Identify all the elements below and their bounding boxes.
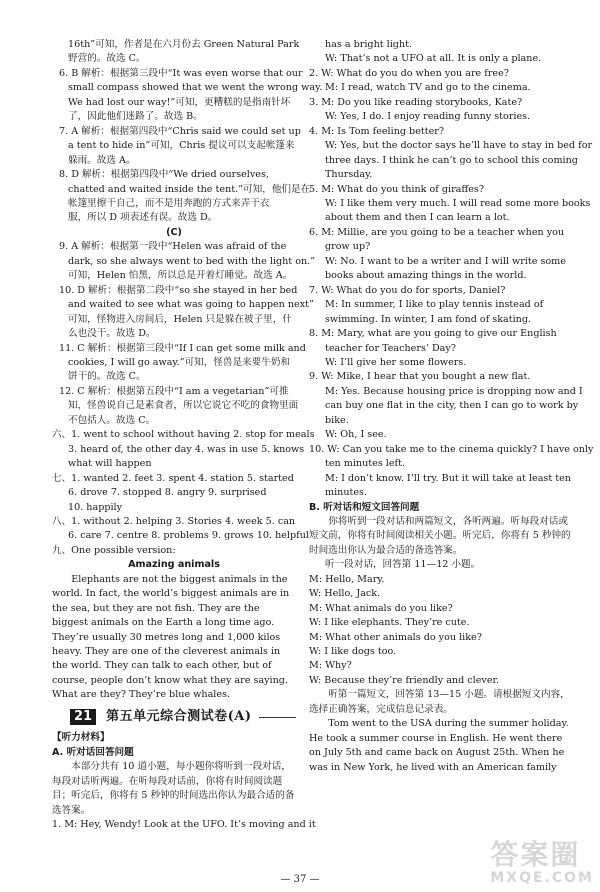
text-line: Tom went to the USA during the summer holiday. He took a summer course in English. He went there on July 5th and came back on August 25th. When he was in New York, he lived with an American family [309, 718, 569, 773]
text-line: 7. W: What do you do for sports, Daniel? [309, 284, 506, 296]
text-line: M: What animals do you like? [309, 602, 453, 614]
text-line: W: Oh, I see. [325, 429, 387, 441]
text-line: swimming. In winter, I am fond of skating. [325, 313, 532, 325]
text-line: 3. heard of, the other day 4. was in use 5. knows [68, 443, 305, 455]
text-line: 不包括人。故选 C。 [68, 414, 156, 426]
text-line: grow up? [325, 241, 371, 253]
page-number: — 37 — [280, 874, 320, 885]
text-line: W: Yes, but the doctor says he’ll have to stay in bed for [325, 140, 593, 152]
watermark-logo [490, 840, 594, 886]
text-line: W: No. I want to be a writer and I will write some [325, 255, 566, 267]
section-rule [259, 717, 296, 718]
text-line: can buy one flat in the city, then I can go to work by [325, 400, 579, 412]
text-line: 10. happily [68, 501, 123, 513]
text-line: minutes. [325, 487, 368, 499]
text-line: what will happen [68, 458, 152, 470]
text-line: 6. care 7. centre 8. problems 9. grows 10. helpful [68, 530, 309, 542]
text-line: 野营的。故选 C。 [68, 53, 146, 65]
text-line: Thursday. [325, 169, 373, 181]
text-line: 八、1. without 2. helping 3. Stories 4. week 5. can [52, 515, 296, 527]
right-column [309, 38, 594, 775]
text-line: M: Why? [309, 660, 352, 672]
text-line: ten minutes left. [325, 458, 405, 470]
text-line: 九、One possible version: [52, 544, 176, 556]
section-number: 21 [70, 709, 96, 725]
text-line: 6. B 解析：根据第三段中“It was even worse that our [59, 67, 303, 79]
text-line: three days. I think he can’t go to school this coming [325, 154, 578, 166]
text-line: 本部分共有 10 道小题，每小题你将听到一段对话，每段对话听两遍。在听每段对话前，你将有时间阅读题目；听完后，你将有 5 秒钟的时间选出你认为最合适的备选答案。 [52, 761, 295, 816]
text-line: Amazing animals [128, 559, 220, 571]
text-line: 可知，Helen 怕黑，所以总是开着灯睡觉。故选 A。 [68, 270, 293, 282]
text-line: 5. M: What do you think of giraffes? [309, 183, 484, 195]
text-line: 了，因此他们迷路了。故选 B。 [68, 111, 203, 123]
text-line: 11. C 解析：根据第三段中“If I can get some milk and [59, 342, 306, 354]
text-line: bike. [325, 414, 349, 426]
text-line: 10. W: Can you take me to the cinema quickly? I have only [309, 443, 594, 455]
text-line: 帐篷里擦干自己，而不是用奔跑的方式来弄干衣 [68, 197, 270, 209]
text-line: W: Because they’re friendly and clever. [309, 674, 500, 686]
text-line: 六、1. went to school without having 2. stop for meals [52, 429, 315, 441]
text-line: 2. W: What do you do when you are free? [309, 67, 509, 79]
text-line: 9. W: Mike, I hear that you bought a new flat. [309, 371, 531, 383]
text-line: 8. M: Mary, what are you going to give our English [309, 328, 557, 340]
section-header [70, 709, 296, 725]
text-line: has a bright light. [325, 39, 413, 50]
text-line: W: Hello, Jack. [309, 588, 381, 600]
section-title: 第五单元综合测试卷(A) [106, 708, 252, 724]
text-line: 听第一篇短文，回答第 13—15 小题。请根据短文内容，选择正确答案，完成信息记录表。 [309, 689, 570, 715]
text-line: 6. drove 7. stopped 8. angry 9. surprised [68, 487, 267, 499]
text-line: 6. M: Millie, are you going to be a teacher when you [309, 226, 565, 238]
text-line: a tent to hide in”可知，Chris 提议可以支起帐篷来 [68, 140, 295, 152]
text-line: about them and then I can learn a lot. [325, 212, 510, 224]
text-line: 服，所以 D 项表述有误。故选 D。 [68, 212, 218, 224]
text-line: dark, so she always went to bed with the light on.” [68, 255, 316, 267]
text-line: M: In summer, I like to play tennis instead of [325, 299, 544, 311]
text-line: Elephants are not the biggest animals in the world. In fact, the world’s biggest animals are in the sea, but they are not fish. They are the biggest animals on the Earth a long time ago. They’re usually 30 metres long and 1,000 kilos heavy. They are one of the cleverest animals in the world. They can talk to each other, but of course, people don’t know what they are saying. What are they? They’re blue whales. [52, 573, 290, 701]
text-line: 么也没干。故选 D。 [68, 328, 156, 340]
text-line: 1. M: Hey, Wendy! Look at the UFO. It’s moving and it [52, 819, 316, 831]
text-line: small compass showed that we went the wrong way. [68, 82, 323, 94]
text-line: chatted and waited inside the tent.”可知，他们是在 [68, 183, 311, 195]
text-line: 10. D 解析：根据第二段中“so she stayed in her bed [59, 284, 298, 296]
text-line: W: That’s not a UFO at all. It is only a plane. [325, 53, 542, 65]
text-line: 知，怪兽说自己是素食者，所以它说它不吃的食物里面 [68, 400, 299, 412]
text-line: W: I like dogs too. [309, 646, 397, 658]
text-line: 4. M: Is Tom feeling better? [309, 125, 444, 137]
text-line: W: Yes, I do. I enjoy reading funny stories. [325, 111, 531, 123]
text-line: B. 听对话和短文回答问题 [309, 501, 420, 513]
text-line: W: I like elephants. They’re cute. [309, 617, 470, 629]
text-line: books about amazing things in the world. [325, 270, 527, 282]
left-column [52, 38, 323, 832]
text-line: teacher for Teachers’ Day? [325, 342, 456, 354]
text-line: W: I’ll give her some flowers. [325, 356, 467, 368]
text-line: 7. A 解析：根据第四段中“Chris said we could set up [59, 125, 301, 137]
text-line: 9. A 解析：根据第一段中“Helen was afraid of the [59, 241, 287, 253]
text-line: 8. D 解析：根据第四段中“We dried ourselves, [59, 169, 269, 181]
text-line: and waited to see what was going to happen next” [68, 299, 314, 311]
text-line: cookies, I will go away.”可知，怪兽是来要牛奶和 [68, 356, 291, 368]
text-line: 12. C 解析：根据第五段中“I am a vegetarian”可推 [59, 385, 289, 397]
text-line: 3. M: Do you like reading storybooks, Kate? [309, 96, 523, 108]
text-line: We had lost our way!”可知，更糟糕的是指南针坏 [68, 96, 291, 108]
text-line: M: I don’t know. I’ll try. But it will take at least ten [325, 472, 571, 484]
text-line: M: Hello, Mary. [309, 573, 385, 585]
text-line: 躲雨。故选 A。 [68, 154, 136, 166]
text-line: 饼干的。故选 C。 [68, 371, 146, 383]
watermark-text: 答案圈 [490, 838, 581, 871]
text-line: 你将听到一段对话和两篇短文，各听两遍。听每段对话或短文前，你将有时间阅读相关小题。听完后，你将有 5 秒钟的时间选出你认为最合适的备选答案。 [309, 515, 571, 556]
text-line: W: I like them very much. I will read some more books [325, 197, 591, 209]
text-line: (C) [166, 226, 182, 238]
text-line: M: I read, watch TV and go to the cinema. [325, 82, 531, 94]
text-line: 可知，怪物进入房间后，Helen 只是躲在被子里，什 [68, 313, 292, 325]
text-line: M: Yes. Because housing price is dropping now and I [325, 385, 583, 397]
text-line: 听一段对话，回答第 11—12 小题。 [325, 559, 481, 571]
text-line: M: What other animals do you like? [309, 631, 482, 643]
text-line: 七、1. wanted 2. feet 3. spent 4. station 5. started [52, 472, 294, 484]
text-line: 16th”可知，作者是在六月份去 Green Natural Park [68, 39, 300, 50]
watermark-url: MXQE.COM [490, 870, 594, 886]
text-line: 【听力材料】 [52, 732, 110, 744]
text-line: A. 听对话回答问题 [52, 746, 134, 758]
